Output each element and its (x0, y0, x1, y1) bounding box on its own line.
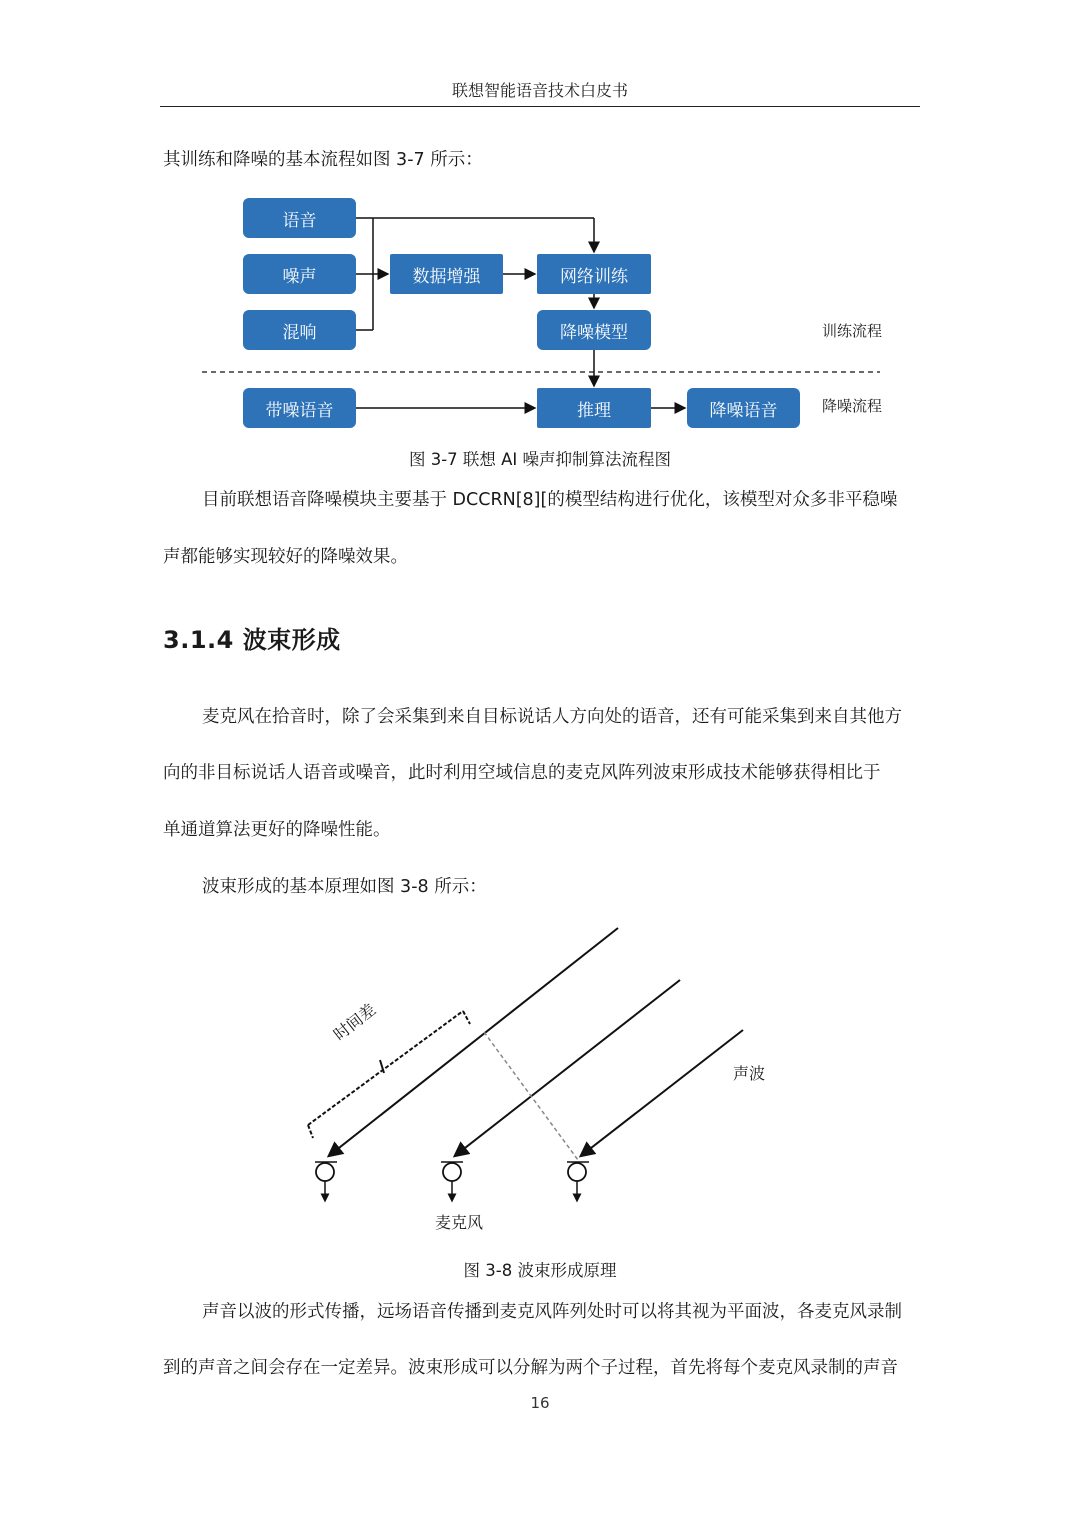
time-diff-label: 时间差 (329, 999, 380, 1045)
section-heading: 3.1.4 波束形成 (163, 626, 341, 654)
para-dccrn-line1: 目前联想语音降噪模块主要基于 DCCRN[8][的模型结构进行优化，该模型对众多非平稳噪 (202, 490, 898, 510)
flow-box-reverb: 混响 (243, 310, 356, 350)
denoise-flow-label: 降噪流程 (822, 397, 883, 415)
para-beam-line1: 麦克风在拾音时，除了会采集到来自目标说话人方向处的语音，还有可能采集到来自其他方 (202, 707, 902, 727)
beamforming-figure (0, 900, 1080, 1250)
microphone-icon-2 (441, 1162, 463, 1198)
beamforming-diagram (0, 900, 1080, 1250)
running-header: 联想智能语音技术白皮书 (451, 81, 628, 100)
para-sound-line1: 声音以波的形式传播，远场语音传播到麦克风阵列处时可以将其视为平面波，各麦克风录制 (202, 1302, 902, 1322)
para-dccrn-line2: 声都能够实现较好的降噪效果。 (163, 547, 408, 567)
flow-box-train: 网络训练 (537, 254, 651, 294)
figure-caption-3-8: 图 3-8 波束形成原理 (463, 1261, 617, 1280)
flowchart-figure (0, 0, 1080, 470)
flow-box-augment: 数据增强 (390, 254, 503, 294)
flow-box-noise: 噪声 (243, 254, 356, 294)
para-beam-line3: 单通道算法更好的降噪性能。 (163, 820, 391, 840)
flow-box-model: 降噪模型 (537, 310, 651, 350)
flowchart-intro: 其训练和降噪的基本流程如图 3-7 所示： (163, 150, 483, 170)
flow-box-speech: 语音 (243, 198, 356, 238)
sound-wave-label: 声波 (733, 1064, 766, 1083)
sound-wave-ray-1 (330, 928, 618, 1155)
microphone-icon-3 (567, 1162, 589, 1198)
flow-box-inference: 推理 (537, 388, 651, 428)
page-number: 16 (530, 1394, 550, 1412)
train-flow-label: 训练流程 (822, 322, 883, 340)
sound-wave-ray-2 (456, 980, 680, 1155)
mic-label: 麦克风 (435, 1213, 484, 1232)
figure-caption-3-7: 图 3-7 联想 AI 噪声抑制算法流程图 (408, 450, 672, 469)
flow-box-noisy-speech: 带噪语音 (243, 388, 356, 428)
flow-box-denoised: 降噪语音 (687, 388, 800, 428)
para-sound-line2: 到的声音之间会存在一定差异。波束形成可以分解为两个子过程，首先将每个麦克风录制的声音 (163, 1358, 898, 1378)
microphone-icon-1 (315, 1162, 337, 1198)
wavefront-dashed (484, 1032, 578, 1160)
para-beam-line2: 向的非目标说话人语音或噪音，此时利用空域信息的麦克风阵列波束形成技术能够获得相比于 (163, 763, 881, 783)
sound-wave-ray-3 (582, 1030, 743, 1155)
beam-intro: 波束形成的基本原理如图 3-8 所示： (202, 877, 487, 897)
